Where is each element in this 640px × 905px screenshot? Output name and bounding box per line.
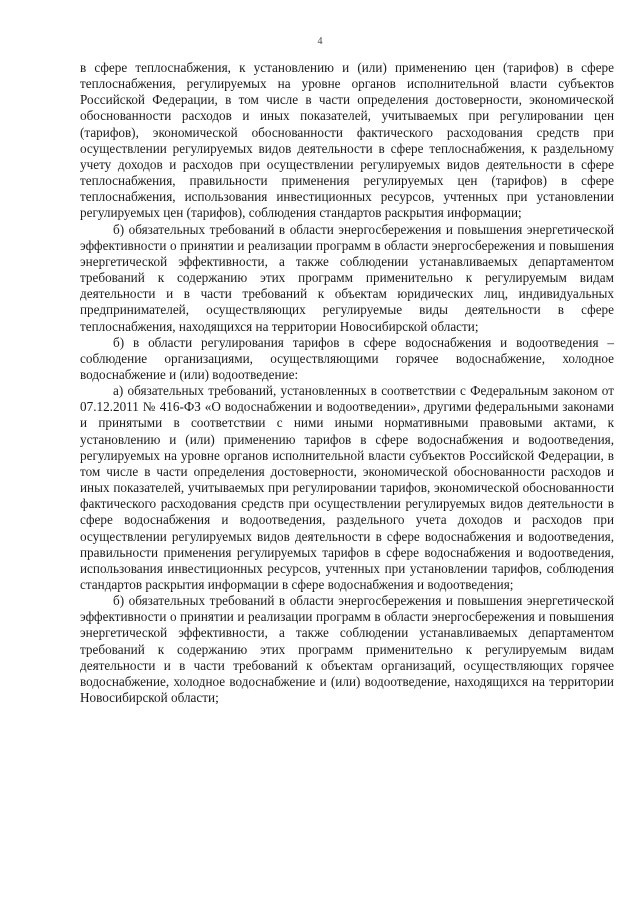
paragraph-1: в сфере теплоснабжения, к установлению и (или) применению цен (тарифов) в сфере теплоснабжения, регулируемых на уровне органов исполнительной власти субъектов Российской Федерации, в том числе в части определения достоверности, экономической обоснованности расходов и иных показателей, учитываемых при регулировании цен (тарифов), экономической обоснованности фактического расходования средств при осуществлении регулируемых видов деятельности в сфере теплоснабжения, к раздельному учету доходов и расходов при осуществлении регулируемых видов деятельности в сфере теплоснабжения, правильности применения регулируемых цен (тарифов) в сфере теплоснабжения, использования инвестиционных ресурсов, учтенных при установлении регулируемых цен (тарифов), соблюдения стандартов раскрытия информации; [80, 60, 614, 221]
paragraph-4: а) обязательных требований, установленных в соответствии с Федеральным законом от 07.12.2011 № 416-ФЗ «О водоснабжении и водоотведении», другими федеральными законами и принятыми в соответствии с ними иными нормативными правовыми актами, к установлению и (или) применению тарифов в сфере водоснабжения и водоотведения, регулируемых на уровне органов исполнительной власти субъектов Российской Федерации, в том числе в части определения достоверности, экономической обоснованности расходов и иных показателей, учитываемых при регулировании тарифов, экономической обоснованности фактического расходования средств при осуществлении регулируемых видов деятельности в сфере водоснабжения и водоотведения, раздельного учета доходов и расходов при осуществлении регулируемых видов деятельности в сфере водоснабжения и водоотведения, правильности применения регулируемых тарифов в сфере водоснабжения и водоотведения, использования инвестиционных ресурсов, учтенных при установлении тарифов, соблюдения стандартов раскрытия информации в сфере водоснабжения и водоотведения; [80, 383, 614, 592]
paragraph-2: б) обязательных требований в области энергосбережения и повышения энергетической эффективности о принятии и реализации программ в области энергосбережения и повышения энергетической эффективности, а также соблюдении устанавливаемых департаментом требований к содержанию этих программ применительно к регулируемым видам деятельности и в части требований к объектам юридических лиц, индивидуальных предпринимателей, осуществляющих регулируемые виды деятельности в сфере теплоснабжения, находящихся на территории Новосибирской области; [80, 221, 614, 334]
paragraph-3: б) в области регулирования тарифов в сфере водоснабжения и водоотведения – соблюдение организациями, осуществляющими горячее водоснабжение, холодное водоснабжение и (или) водоотведение: [80, 334, 614, 382]
page-number: 4 [317, 36, 323, 47]
document-body [80, 60, 614, 706]
paragraph-5: б) обязательных требований в области энергосбережения и повышения энергетической эффективности о принятии и реализации программ в области энергосбережения и повышения энергетической эффективности, а также соблюдении устанавливаемых департаментом требований к содержанию этих программ применительно к регулируемым видам деятельности и в части требований к объектам организаций, осуществляющих горячее водоснабжение, холодное водоснабжение и (или) водоотведение, находящихся на территории Новосибирской области; [80, 593, 614, 706]
